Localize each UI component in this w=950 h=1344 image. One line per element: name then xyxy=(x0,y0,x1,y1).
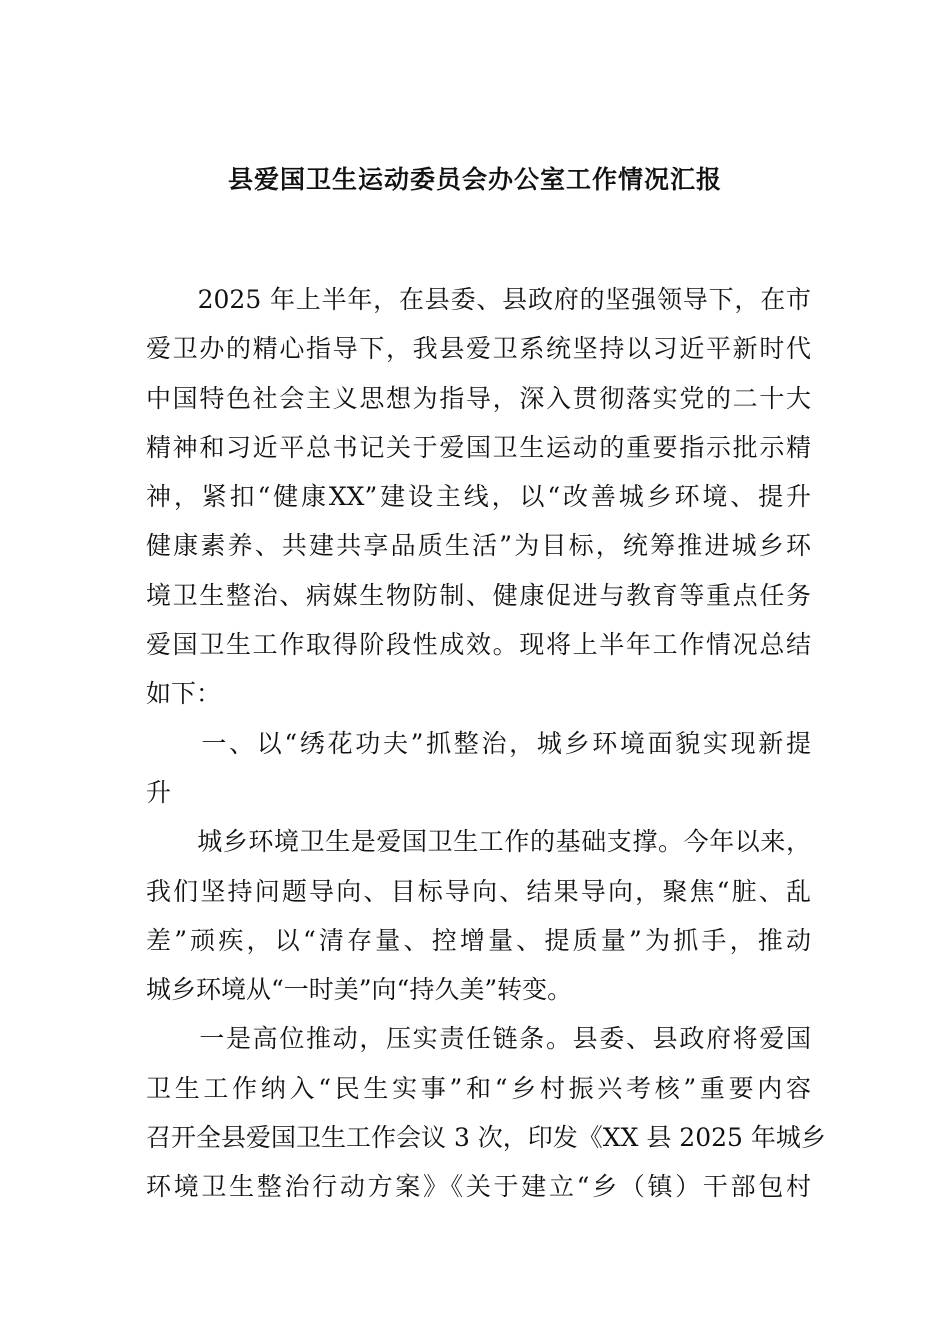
document-body xyxy=(146,275,826,1212)
section-heading-line: 一、以“绣花功夫”抓整治，城乡环境面貌实现新提 xyxy=(146,728,811,758)
body-line: 爱国卫生工作取得阶段性成效。现将上半年工作情况总结 xyxy=(146,630,811,660)
body-line: 环境卫生整治行动方案》《关于建立“乡（镇）干部包村 xyxy=(146,1172,811,1202)
body-line: 健康素养、共建共享品质生活”为目标，统筹推进城乡环 xyxy=(146,531,811,561)
body-line: 城乡环境从“一时美”向“持久美”转变。 xyxy=(146,975,573,1005)
body-line: 2025 年上半年，在县委、县政府的坚强领导下，在市 xyxy=(146,285,811,314)
body-line: 差”顽疾，以“清存量、控增量、提质量”为抓手，推动 xyxy=(146,925,811,955)
body-line: 一是高位推动，压实责任链条。县委、县政府将爱国 xyxy=(146,1024,811,1054)
body-line: 中国特色社会主义思想为指导，深入贯彻落实党的二十大 xyxy=(146,383,811,413)
body-line: 精神和习近平总书记关于爱国卫生运动的重要指示批示精 xyxy=(146,432,811,462)
body-line: 境卫生整治、病媒生物防制、健康促进与教育等重点任务 xyxy=(146,580,811,610)
body-line: 卫生工作纳入“民生实事”和“乡村振兴考核”重要内容 xyxy=(146,1073,811,1103)
document-title: 县爱国卫生运动委员会办公室工作情况汇报 xyxy=(227,165,722,194)
body-line: 我们坚持问题导向、目标导向、结果导向，聚焦“脏、乱 xyxy=(146,876,811,906)
body-line: 召开全县爱国卫生工作会议 3 次，印发《XX 县 2025 年城乡 xyxy=(146,1123,826,1153)
body-line: 神，紧扣“健康XX”建设主线，以“改善城乡环境、提升 xyxy=(146,482,811,512)
body-line: 爱卫办的精心指导下，我县爱卫系统坚持以习近平新时代 xyxy=(146,334,811,364)
body-line: 城乡环境卫生是爱国卫生工作的基础支撑。今年以来， xyxy=(146,827,811,857)
body-line: 如下： xyxy=(146,679,222,709)
section-heading-line: 升 xyxy=(146,777,172,807)
